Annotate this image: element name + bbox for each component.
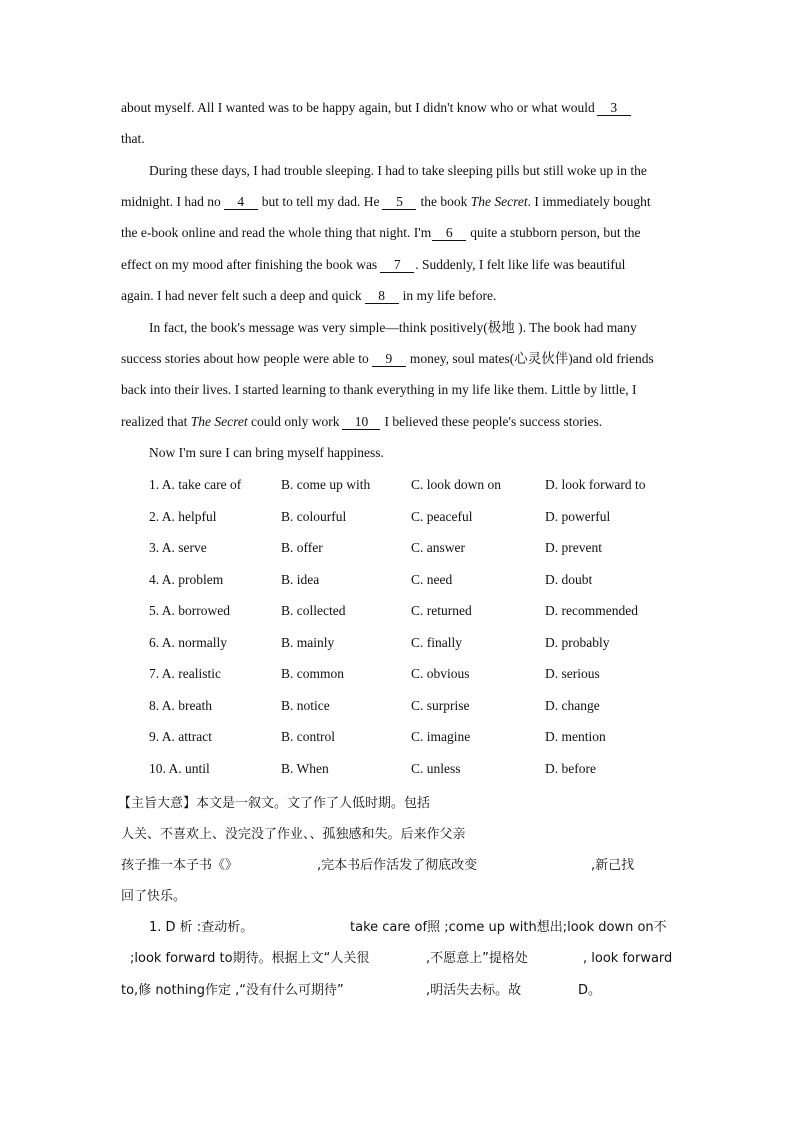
text: in my life before. [402, 288, 497, 303]
option-10-B: B. When [281, 761, 329, 776]
passage-line [121, 193, 651, 211]
analysis-line: take care of照 ;come up with想出;look down on不 [350, 920, 667, 935]
text: quite a stubborn person, but the [470, 225, 641, 240]
text: about myself. All I wanted was to be happy again, but I didn't know who or what would [121, 100, 595, 115]
option-2-D: D. powerful [545, 509, 611, 524]
option-10-D: D. before [545, 761, 596, 776]
blank-4: 4 [224, 194, 258, 210]
text: the book [420, 194, 468, 209]
passage-line: During these days, I had trouble sleeping. I had to take sleeping pills but still woke up in the [149, 163, 647, 178]
option-9-A: 9. A. attract [149, 729, 212, 744]
option-7-C: C. obvious [411, 666, 470, 681]
blank-10: 10 [342, 414, 380, 430]
option-5-D: D. recommended [545, 603, 638, 618]
option-5-C: C. returned [411, 603, 472, 618]
option-7-A: 7. A. realistic [149, 666, 221, 681]
option-6-B: B. mainly [281, 635, 335, 650]
text: realized that [121, 414, 188, 429]
option-4-C: C. need [411, 572, 453, 587]
passage-line: back into their lives. I started learning to thank everything in my life like them. Little by little, I [121, 382, 637, 397]
option-1-B: B. come up with [281, 477, 371, 492]
text: . Suddenly, I felt like life was beautiful [415, 257, 626, 272]
book-title: The Secret [470, 194, 528, 209]
analysis-line: 1. D 析 :查动析。 [149, 920, 254, 935]
analysis-line: ,明活失去标。故 [426, 983, 522, 998]
blank-7: 7 [380, 257, 414, 273]
text: effect on my mood after finishing the book was [121, 257, 378, 272]
blank-3: 3 [597, 100, 631, 116]
analysis-line: to,修 nothing作定 ,“没有什么可期待” [121, 983, 344, 998]
option-3-A: 3. A. serve [149, 540, 207, 555]
option-6-C: C. finally [411, 635, 462, 650]
text: success stories about how people were able to [121, 351, 369, 366]
text: I believed these people's success stories. [384, 414, 603, 429]
option-1-C: C. look down on [411, 477, 502, 492]
analysis-line: ;look forward to期待。根据上文“人关很 [130, 951, 370, 966]
option-9-B: B. control [281, 729, 335, 744]
option-3-D: D. prevent [545, 540, 602, 555]
summary-line: 人关、不喜欢上、没完没了作业、、孤独感和失。后来作父亲 [121, 827, 466, 842]
option-2-C: C. peaceful [411, 509, 473, 524]
option-3-C: C. answer [411, 540, 465, 555]
passage-line [121, 287, 496, 305]
option-5-A: 5. A. borrowed [149, 603, 230, 618]
passage-line [121, 224, 640, 242]
blank-6: 6 [432, 225, 466, 241]
summary-line: 【主旨大意】本文是一叙文。文了作了人低时期。包括 [118, 796, 431, 811]
option-2-A: 2. A. helpful [149, 509, 217, 524]
blank-8: 8 [365, 288, 399, 304]
option-9-D: D. mention [545, 729, 606, 744]
text: midnight. I had no [121, 194, 221, 209]
blank-5: 5 [382, 194, 416, 210]
blank-9: 9 [372, 351, 406, 367]
option-6-D: D. probably [545, 635, 610, 650]
option-8-B: B. notice [281, 698, 330, 713]
text: money, soul mates(心灵伙伴)and old friends [409, 351, 654, 366]
passage-line [121, 350, 654, 368]
passage-line [121, 256, 625, 274]
option-10-A: 10. A. until [149, 761, 210, 776]
option-4-A: 4. A. problem [149, 572, 224, 587]
option-9-C: C. imagine [411, 729, 471, 744]
passage-line: that. [121, 131, 145, 146]
summary-line: 回了快乐。 [121, 889, 187, 904]
summary-line: ,完本书后作活发了彻底改变 [317, 858, 478, 873]
option-1-A: 1. A. take care of [149, 477, 242, 492]
text: could only work [250, 414, 340, 429]
text: 孩子推一本子书《》 [121, 858, 239, 873]
option-7-D: D. serious [545, 666, 600, 681]
option-8-A: 8. A. breath [149, 698, 212, 713]
passage-line [121, 99, 631, 117]
passage-line [121, 413, 602, 431]
option-6-A: 6. A. normally [149, 635, 227, 650]
analysis-line: D。 [578, 983, 602, 998]
option-10-C: C. unless [411, 761, 461, 776]
option-1-D: D. look forward to [545, 477, 646, 492]
option-4-D: D. doubt [545, 572, 593, 587]
option-2-B: B. colourful [281, 509, 347, 524]
book-title: The Secret [190, 414, 248, 429]
analysis-line: , look forward [583, 951, 673, 966]
option-7-B: B. common [281, 666, 344, 681]
option-8-D: D. change [545, 698, 600, 713]
option-4-B: B. idea [281, 572, 320, 587]
option-8-C: C. surprise [411, 698, 470, 713]
text: but to tell my dad. He [261, 194, 380, 209]
option-3-B: B. offer [281, 540, 323, 555]
analysis-line: ,不愿意上”提格处 [426, 951, 528, 966]
passage-line: Now I'm sure I can bring myself happiness. [149, 445, 384, 460]
option-5-B: B. collected [281, 603, 346, 618]
summary-line [121, 857, 238, 875]
summary-line: ,新己找 [591, 858, 635, 873]
text: . I immediately bought [527, 194, 651, 209]
text: the e-book online and read the whole thing that night. I'm [121, 225, 432, 240]
text: again. I had never felt such a deep and quick [121, 288, 362, 303]
passage-line: In fact, the book's message was very simple—think positively(极地 ). The book had many [149, 320, 637, 335]
